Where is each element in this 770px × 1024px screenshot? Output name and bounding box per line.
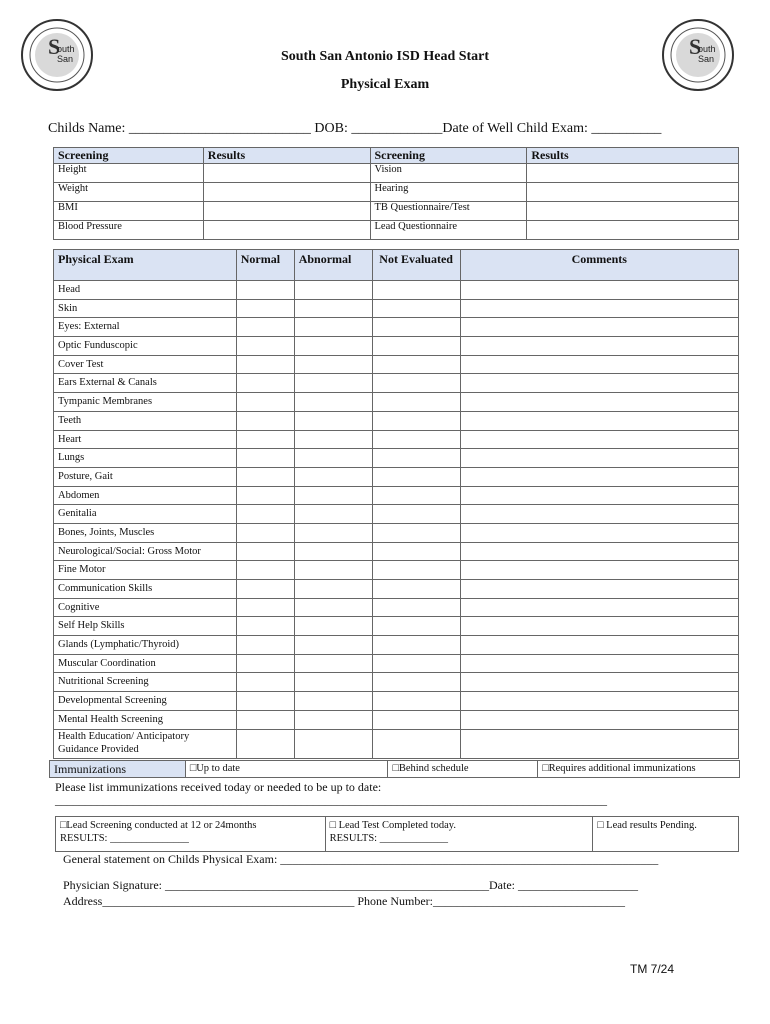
not-evaluated-cell[interactable] xyxy=(372,449,460,468)
exam-row xyxy=(54,692,739,711)
abnormal-cell[interactable] xyxy=(294,355,372,374)
abnormal-cell[interactable] xyxy=(294,598,372,617)
exam-row xyxy=(54,281,739,300)
abnormal-cell[interactable] xyxy=(294,636,372,655)
svg-text:San: San xyxy=(57,54,74,64)
not-evaluated-header: Not Evaluated xyxy=(372,250,460,281)
comments-cell[interactable] xyxy=(460,523,738,542)
exam-item-label: Neurological/Social: Gross Motor xyxy=(54,542,237,561)
form-code: TM 7/24 xyxy=(630,962,675,976)
lead-screening-results[interactable]: RESULTS: _______________ xyxy=(60,833,189,844)
exam-row xyxy=(54,430,739,449)
lead-screening-cell[interactable] xyxy=(56,817,326,852)
exam-item-label: Communication Skills xyxy=(54,580,237,599)
screening-label: Vision xyxy=(370,164,527,183)
abnormal-cell[interactable] xyxy=(294,523,372,542)
exam-item-label: Cover Test xyxy=(54,355,237,374)
screening-table xyxy=(53,147,739,240)
normal-cell[interactable] xyxy=(236,542,294,561)
exam-item-label: Ears External & Canals xyxy=(54,374,237,393)
screening-label: Height xyxy=(54,164,204,183)
exam-item-label: Developmental Screening xyxy=(54,692,237,711)
abnormal-cell[interactable] xyxy=(294,710,372,729)
exam-item-label: Genitalia xyxy=(54,505,237,524)
screening-result-field[interactable] xyxy=(527,202,739,221)
exam-item-label: Skin xyxy=(54,299,237,318)
results-header: Results xyxy=(203,148,370,164)
screening-label: BMI xyxy=(54,202,204,221)
not-evaluated-cell[interactable] xyxy=(372,673,460,692)
not-evaluated-cell[interactable] xyxy=(372,654,460,673)
normal-cell[interactable] xyxy=(236,318,294,337)
abnormal-cell[interactable] xyxy=(294,692,372,711)
exam-row xyxy=(54,337,739,356)
not-evaluated-cell[interactable] xyxy=(372,393,460,412)
screening-result-field[interactable] xyxy=(203,202,370,221)
normal-cell[interactable] xyxy=(236,692,294,711)
screening-result-field[interactable] xyxy=(527,221,739,240)
exam-item-label: Head xyxy=(54,281,237,300)
exam-item-label: Lungs xyxy=(54,449,237,468)
physical-exam-header: Physical Exam xyxy=(54,250,237,281)
lead-screening-checkbox[interactable]: □Lead Screening conducted at 12 or 24months xyxy=(60,820,257,831)
svg-text:outh: outh xyxy=(698,44,716,54)
exam-row xyxy=(54,617,739,636)
lead-pending-checkbox[interactable]: □ Lead results Pending. xyxy=(597,820,697,831)
comments-cell[interactable] xyxy=(460,617,738,636)
screening-row xyxy=(54,202,739,221)
comments-cell[interactable] xyxy=(460,654,738,673)
lead-test-results[interactable]: RESULTS: _____________ xyxy=(329,833,448,844)
screening-header: Screening xyxy=(370,148,527,164)
screening-header: Screening xyxy=(54,148,204,164)
immunization-list-prompt: Please list immunizations received today or needed to be up to date: xyxy=(55,780,382,794)
normal-cell[interactable] xyxy=(236,393,294,412)
comments-cell[interactable] xyxy=(460,692,738,711)
exam-item-label: Self Help Skills xyxy=(54,617,237,636)
lead-test-cell[interactable] xyxy=(325,817,593,852)
not-evaluated-cell[interactable] xyxy=(372,729,460,758)
screening-result-field[interactable] xyxy=(527,164,739,183)
comments-cell[interactable] xyxy=(460,393,738,412)
comments-header: Comments xyxy=(460,250,738,281)
exam-item-label: Health Education/ Anticipatory Guidance Provided xyxy=(54,729,237,758)
comments-cell[interactable] xyxy=(460,542,738,561)
behind-schedule-checkbox[interactable]: □Behind schedule xyxy=(388,761,538,778)
comments-cell[interactable] xyxy=(460,318,738,337)
exam-row xyxy=(54,598,739,617)
exam-row xyxy=(54,729,739,758)
svg-text:San: San xyxy=(698,54,715,64)
comments-cell[interactable] xyxy=(460,505,738,524)
normal-cell[interactable] xyxy=(236,673,294,692)
normal-cell[interactable] xyxy=(236,374,294,393)
exam-row xyxy=(54,299,739,318)
comments-cell[interactable] xyxy=(460,281,738,300)
comments-cell[interactable] xyxy=(460,673,738,692)
normal-cell[interactable] xyxy=(236,281,294,300)
screening-label: Lead Questionnaire xyxy=(370,221,527,240)
immunization-list-field[interactable]: ____________________________________________________________________________________________ xyxy=(55,793,607,807)
comments-cell[interactable] xyxy=(460,411,738,430)
comments-cell[interactable] xyxy=(460,580,738,599)
not-evaluated-cell[interactable] xyxy=(372,710,460,729)
not-evaluated-cell[interactable] xyxy=(372,505,460,524)
exam-item-label: Cognitive xyxy=(54,598,237,617)
comments-cell[interactable] xyxy=(460,449,738,468)
not-evaluated-cell[interactable] xyxy=(372,561,460,580)
svg-text:S: S xyxy=(48,34,61,59)
normal-cell[interactable] xyxy=(236,580,294,599)
abnormal-cell[interactable] xyxy=(294,318,372,337)
abnormal-cell[interactable] xyxy=(294,729,372,758)
results-header: Results xyxy=(527,148,739,164)
abnormal-cell[interactable] xyxy=(294,654,372,673)
screening-row xyxy=(54,183,739,202)
exam-row xyxy=(54,636,739,655)
exam-item-label: Fine Motor xyxy=(54,561,237,580)
exam-row xyxy=(54,374,739,393)
screening-row xyxy=(54,221,739,240)
abnormal-cell[interactable] xyxy=(294,580,372,599)
normal-cell[interactable] xyxy=(236,598,294,617)
exam-item-label: Mental Health Screening xyxy=(54,710,237,729)
normal-cell[interactable] xyxy=(236,486,294,505)
physician-signature-field[interactable]: Physician Signature: ______________________________________________________Date: ____________________ xyxy=(63,878,638,892)
exam-item-label: Posture, Gait xyxy=(54,467,237,486)
up-to-date-checkbox[interactable]: □Up to date xyxy=(185,761,388,778)
comments-cell[interactable] xyxy=(460,561,738,580)
not-evaluated-cell[interactable] xyxy=(372,542,460,561)
screening-label: Blood Pressure xyxy=(54,221,204,240)
not-evaluated-cell[interactable] xyxy=(372,318,460,337)
exam-item-label: Eyes: External xyxy=(54,318,237,337)
exam-item-label: Nutritional Screening xyxy=(54,673,237,692)
abnormal-cell[interactable] xyxy=(294,281,372,300)
exam-item-label: Abdomen xyxy=(54,486,237,505)
exam-row xyxy=(54,355,739,374)
normal-cell[interactable] xyxy=(236,299,294,318)
comments-cell[interactable] xyxy=(460,486,738,505)
normal-cell[interactable] xyxy=(236,449,294,468)
not-evaluated-cell[interactable] xyxy=(372,580,460,599)
normal-cell[interactable] xyxy=(236,617,294,636)
normal-header: Normal xyxy=(236,250,294,281)
not-evaluated-cell[interactable] xyxy=(372,374,460,393)
abnormal-cell[interactable] xyxy=(294,673,372,692)
abnormal-cell[interactable] xyxy=(294,337,372,356)
screening-result-field[interactable] xyxy=(203,221,370,240)
not-evaluated-cell[interactable] xyxy=(372,467,460,486)
normal-cell[interactable] xyxy=(236,355,294,374)
exam-row xyxy=(54,393,739,412)
normal-cell[interactable] xyxy=(236,337,294,356)
screening-label: Hearing xyxy=(370,183,527,202)
not-evaluated-cell[interactable] xyxy=(372,636,460,655)
comments-cell[interactable] xyxy=(460,729,738,758)
abnormal-cell[interactable] xyxy=(294,467,372,486)
not-evaluated-cell[interactable] xyxy=(372,523,460,542)
exam-row xyxy=(54,411,739,430)
comments-cell[interactable] xyxy=(460,636,738,655)
not-evaluated-cell[interactable] xyxy=(372,617,460,636)
not-evaluated-cell[interactable] xyxy=(372,692,460,711)
abnormal-cell[interactable] xyxy=(294,486,372,505)
lead-pending-cell[interactable] xyxy=(593,817,739,852)
exam-row xyxy=(54,449,739,468)
exam-row xyxy=(54,673,739,692)
comments-cell[interactable] xyxy=(460,710,738,729)
not-evaluated-cell[interactable] xyxy=(372,281,460,300)
abnormal-header: Abnormal xyxy=(294,250,372,281)
physical-exam-rows xyxy=(54,281,739,759)
abnormal-cell[interactable] xyxy=(294,617,372,636)
not-evaluated-cell[interactable] xyxy=(372,299,460,318)
requires-immunizations-checkbox[interactable]: □Requires additional immunizations xyxy=(538,761,740,778)
normal-cell[interactable] xyxy=(236,523,294,542)
normal-cell[interactable] xyxy=(236,411,294,430)
physical-exam-table xyxy=(53,249,739,759)
abnormal-cell[interactable] xyxy=(294,299,372,318)
lead-test-checkbox[interactable]: □ Lead Test Completed today. xyxy=(329,820,456,831)
exam-item-label: Muscular Coordination xyxy=(54,654,237,673)
exam-item-label: Glands (Lymphatic/Thyroid) xyxy=(54,636,237,655)
not-evaluated-cell[interactable] xyxy=(372,411,460,430)
abnormal-cell[interactable] xyxy=(294,430,372,449)
screening-label: TB Questionnaire/Test xyxy=(370,202,527,221)
form-subtitle: Physical Exam xyxy=(340,77,430,92)
exam-row xyxy=(54,580,739,599)
comments-cell[interactable] xyxy=(460,598,738,617)
exam-row xyxy=(54,318,739,337)
screening-row xyxy=(54,164,739,183)
exam-row xyxy=(54,542,739,561)
exam-item-label: Optic Funduscopic xyxy=(54,337,237,356)
comments-cell[interactable] xyxy=(460,430,738,449)
not-evaluated-cell[interactable] xyxy=(372,337,460,356)
normal-cell[interactable] xyxy=(236,654,294,673)
exam-row xyxy=(54,710,739,729)
exam-row xyxy=(54,523,739,542)
screening-label: Weight xyxy=(54,183,204,202)
exam-row xyxy=(54,561,739,580)
screening-result-field[interactable] xyxy=(203,183,370,202)
normal-cell[interactable] xyxy=(236,561,294,580)
normal-cell[interactable] xyxy=(236,710,294,729)
exam-row xyxy=(54,486,739,505)
not-evaluated-cell[interactable] xyxy=(372,486,460,505)
not-evaluated-cell[interactable] xyxy=(372,355,460,374)
immunizations-table xyxy=(49,760,740,778)
abnormal-cell[interactable] xyxy=(294,542,372,561)
comments-cell[interactable] xyxy=(460,299,738,318)
svg-text:outh: outh xyxy=(57,44,75,54)
child-info-line[interactable]: Childs Name: __________________________ DOB: _____________Date of Well Child Exam: __________ xyxy=(48,121,662,136)
screening-result-field[interactable] xyxy=(527,183,739,202)
immunizations-label: Immunizations xyxy=(50,761,186,778)
normal-cell[interactable] xyxy=(236,467,294,486)
exam-row xyxy=(54,467,739,486)
lead-table xyxy=(55,816,739,852)
exam-item-label: Heart xyxy=(54,430,237,449)
not-evaluated-cell[interactable] xyxy=(372,598,460,617)
comments-cell[interactable] xyxy=(460,337,738,356)
screening-result-field[interactable] xyxy=(203,164,370,183)
abnormal-cell[interactable] xyxy=(294,411,372,430)
svg-text:S: S xyxy=(689,34,702,59)
abnormal-cell[interactable] xyxy=(294,374,372,393)
abnormal-cell[interactable] xyxy=(294,505,372,524)
address-phone-field[interactable]: Address__________________________________________ Phone Number:________________________________ xyxy=(63,894,625,908)
comments-cell[interactable] xyxy=(460,467,738,486)
exam-row xyxy=(54,505,739,524)
comments-cell[interactable] xyxy=(460,355,738,374)
abnormal-cell[interactable] xyxy=(294,393,372,412)
comments-cell[interactable] xyxy=(460,374,738,393)
exam-row xyxy=(54,654,739,673)
normal-cell[interactable] xyxy=(236,636,294,655)
normal-cell[interactable] xyxy=(236,430,294,449)
abnormal-cell[interactable] xyxy=(294,561,372,580)
exam-item-label: Teeth xyxy=(54,411,237,430)
abnormal-cell[interactable] xyxy=(294,449,372,468)
general-statement-field[interactable]: General statement on Childs Physical Exam: _______________________________________________________________ xyxy=(63,852,659,866)
exam-item-label: Bones, Joints, Muscles xyxy=(54,523,237,542)
not-evaluated-cell[interactable] xyxy=(372,430,460,449)
normal-cell[interactable] xyxy=(236,729,294,758)
form-title: South San Antonio ISD Head Start xyxy=(280,49,490,64)
normal-cell[interactable] xyxy=(236,505,294,524)
exam-item-label: Tympanic Membranes xyxy=(54,393,237,412)
